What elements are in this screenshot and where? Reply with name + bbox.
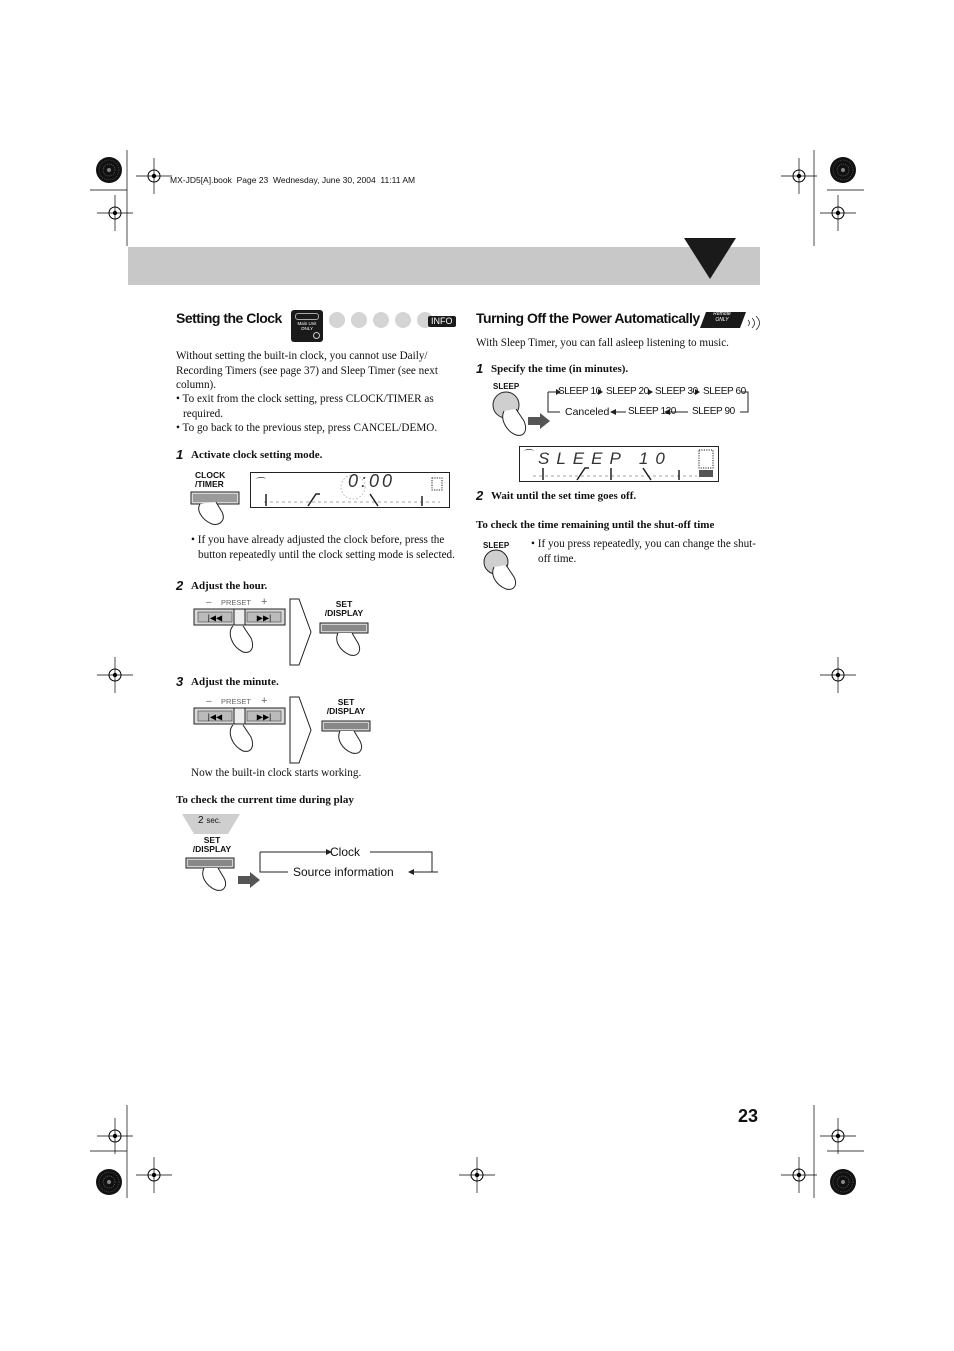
sleep-seq-10: SLEEP 10: [558, 386, 601, 397]
main-unit-only-badge: Main Unit ONLY: [291, 310, 323, 342]
svg-text:▶▶|: ▶▶|: [256, 712, 272, 722]
clock-bullet-2: • To go back to the previous step, press CANCEL/DEMO.: [176, 422, 438, 434]
sleep-button-check[interactable]: [480, 549, 525, 593]
preset-minus-label-step3: –: [206, 696, 212, 707]
section-title-power-off: Turning Off the Power Automatically: [476, 310, 700, 326]
preset-skip-buttons[interactable]: [193, 608, 288, 658]
sleep-step-2-text: Wait until the set time goes off.: [491, 490, 637, 502]
next-step-arrow-2: [289, 696, 313, 764]
svg-text:|◀◀: |◀◀: [207, 712, 223, 722]
page-number: 23: [738, 1106, 759, 1126]
svg-text:⌒: ⌒: [524, 450, 534, 461]
step-1-note: • If you have already adjusted the clock before, press the button repeatedly until the clock setting mode is selected.: [191, 534, 455, 561]
svg-text:|◀◀: |◀◀: [207, 613, 223, 623]
set-display-button-check[interactable]: [184, 856, 264, 896]
step-1-text: Activate clock setting mode.: [191, 449, 323, 461]
preset-skip-buttons-step3[interactable]: [193, 707, 288, 757]
crop-mark-top-left: [90, 150, 172, 246]
set-display-button-step3[interactable]: [320, 719, 375, 759]
cycle-clock-label: Clock: [330, 845, 361, 859]
clock-bullet-1: • To exit from the clock setting, press CLOCK/TIMER as required.: [176, 393, 434, 420]
section-title-setting-clock: Setting the Clock: [176, 310, 286, 326]
clock-display-digits: 0:00: [348, 471, 396, 491]
step-1-number: 1: [176, 447, 184, 462]
check-remaining-note: • If you press repeatedly, you can change the shut-off time.: [531, 538, 756, 565]
check-remaining-heading: To check the time remaining until the shut-off time: [476, 519, 715, 531]
preset-plus-label: +: [261, 596, 268, 608]
book-header-line: MX-JD5[A].book Page 23 Wednesday, June 30, 2004 11:11 AM: [170, 175, 416, 185]
svg-text:⌒: ⌒: [256, 478, 266, 489]
sleep-button-label: SLEEP: [493, 382, 520, 391]
section-banner: [128, 238, 760, 286]
step-3-text: Adjust the minute.: [191, 676, 279, 688]
sleep-step-1-number: 1: [476, 361, 484, 376]
step-3-number: 3: [176, 674, 184, 689]
sleep-seq-30: SLEEP 30: [655, 386, 698, 397]
preset-plus-label-step3: +: [261, 695, 268, 707]
sleep-intro-text: With Sleep Timer, you can fall asleep listening to music.: [476, 337, 729, 349]
sleep-seq-60: SLEEP 60: [703, 386, 746, 397]
set-display-label-step3: SET /DISPLAY: [326, 697, 366, 716]
svg-text:▶▶|: ▶▶|: [256, 613, 272, 623]
sleep-seq-20: SLEEP 20: [606, 386, 649, 397]
preset-label-step3: PRESET: [221, 697, 252, 706]
clock-timer-button[interactable]: [188, 490, 243, 528]
sleep-display-text: SLEEP 10: [538, 449, 672, 468]
step-2-number: 2: [176, 578, 184, 593]
info-badge: INFO: [428, 316, 456, 327]
sleep-seq-canceled: Canceled: [565, 406, 610, 418]
sleep-seq-120: SLEEP 120: [628, 406, 676, 417]
clock-timer-button-label: CLOCK /TIMER: [195, 470, 226, 489]
hold-duration: 2 sec.: [198, 815, 222, 826]
check-current-time-heading: To check the current time during play: [176, 794, 354, 806]
sleep-button-label-check: SLEEP: [483, 541, 510, 550]
sleep-step-1-text: Specify the time (in minutes).: [491, 363, 629, 375]
sleep-step-2-number: 2: [476, 488, 484, 503]
preset-minus-label: –: [206, 597, 212, 608]
remote-only-text: Remote ONLY: [713, 311, 731, 323]
set-display-button-step2[interactable]: [318, 621, 373, 661]
clock-done-text: Now the built-in clock starts working.: [191, 767, 362, 779]
cycle-source-label: Source information: [293, 865, 394, 879]
crop-mark-bottom-right: [781, 1105, 864, 1198]
preset-label: PRESET: [221, 598, 252, 607]
next-step-arrow-1: [289, 598, 313, 666]
crop-mark-top-right: [781, 150, 864, 246]
step-2-text: Adjust the hour.: [191, 580, 268, 592]
clock-intro-text: Without setting the built-in clock, you cannot use Daily/ Recording Timers (see page 37) and Sleep Timer (see next column).: [176, 350, 438, 392]
set-display-label-check: SET /DISPLAY: [192, 835, 232, 854]
crop-mark-bottom-left: [90, 1105, 172, 1198]
sleep-seq-90: SLEEP 90: [692, 406, 735, 417]
set-display-label-step2: SET /DISPLAY: [324, 599, 364, 618]
